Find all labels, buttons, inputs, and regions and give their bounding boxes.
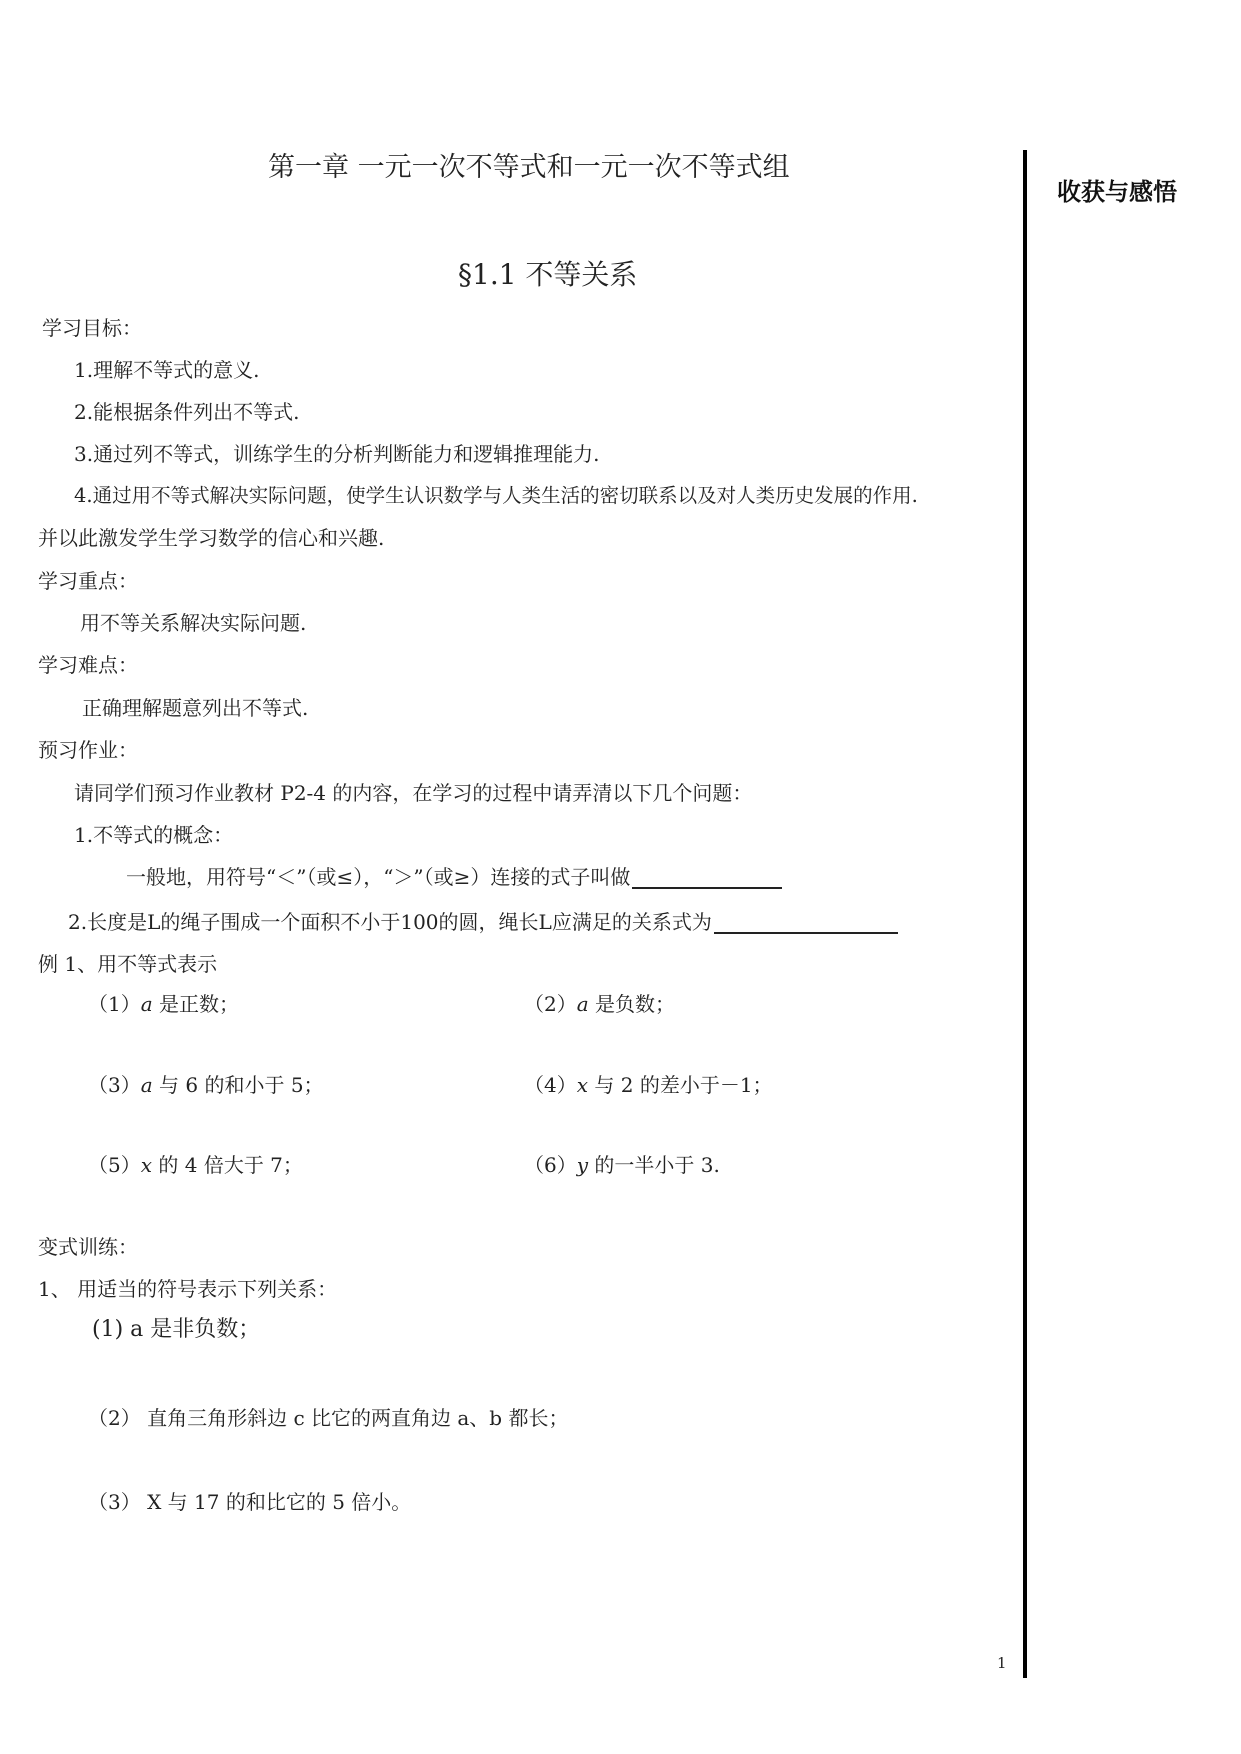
item-number: （4） [524,1073,577,1097]
item-number: （6） [524,1153,577,1177]
page-number: 1 [997,1654,1007,1672]
item-text: 是负数； [595,992,676,1016]
margin-divider-line [1023,150,1027,1678]
preview-question-1-label: 1.不等式的概念： [74,823,234,847]
item-text: 与 2 的差小于－1； [594,1073,773,1097]
answer-blank [714,910,898,934]
example-item [524,1073,773,1097]
difficulty-text: 正确理解题意列出不等式. [82,696,309,720]
chapter-title: 第一章 一元一次不等式和一元一次不等式组 [268,152,790,183]
goal-item: 4.通过用不等式解决实际问题，使学生认识数学与人类生活的密切联系以及对人类历史发展的作用. [74,484,918,507]
example-item [88,1073,324,1097]
variable: a [576,992,589,1016]
goal-item: 1.理解不等式的意义. [74,358,260,382]
variation-item: (1) a 是非负数； [92,1317,261,1342]
example-item [524,992,675,1016]
section-title: §1.1 不等关系 [458,258,638,291]
item-text: 与 6 的和小于 5； [159,1073,324,1097]
key-point-heading: 学习重点： [38,569,138,593]
example-item [524,1153,720,1177]
preview-question-2 [68,910,898,934]
variable: y [576,1153,589,1177]
item-number: （2） [524,992,577,1016]
difficulty-heading: 学习难点： [38,653,138,677]
item-number: （3） [88,1073,141,1097]
goal-item: 2.能根据条件列出不等式. [74,400,300,424]
variable: x [576,1073,589,1097]
preview-heading: 预习作业： [38,738,138,762]
item-number: （1） [88,992,141,1016]
rope-question-text: 2.长度是L的绳子围成一个面积不小于100的圆，绳长L应满足的关系式为 [68,910,712,934]
answer-blank [632,865,782,889]
variation-question-1: 1、 用适当的符号表示下列关系： [38,1277,338,1301]
definition-sentence: 一般地，用符号“＜”（或≤），“＞”（或≥）连接的式子叫做 [126,865,631,889]
sidebar-title: 收获与感悟 [1057,178,1177,206]
example-item [88,1153,303,1177]
variation-item: （3） X 与 17 的和比它的 5 倍小。 [88,1490,412,1514]
preview-question-1-text [126,865,782,889]
item-text: 的一半小于 3. [594,1153,720,1177]
example-item [88,992,239,1016]
item-number: （5） [88,1153,141,1177]
goal-item: 3.通过列不等式，训练学生的分析判断能力和逻辑推理能力. [74,442,600,466]
preview-intro: 请同学们预习作业教材 P2-4 的内容，在学习的过程中请弄清以下几个问题： [74,781,753,805]
variable: a [140,992,153,1016]
item-text: 的 4 倍大于 7； [158,1153,303,1177]
example-1-heading: 例 1、用不等式表示 [38,952,218,976]
goals-heading: 学习目标： [42,316,142,340]
variation-heading: 变式训练： [38,1235,138,1259]
item-text: 是正数； [159,992,240,1016]
key-point-text: 用不等关系解决实际问题. [80,611,307,635]
variation-item: （2） 直角三角形斜边 c 比它的两直角边 a、b 都长； [88,1406,569,1430]
variable: a [140,1073,153,1097]
variable: x [140,1153,153,1177]
goal-item-continued: 并以此激发学生学习数学的信心和兴趣. [38,526,385,550]
